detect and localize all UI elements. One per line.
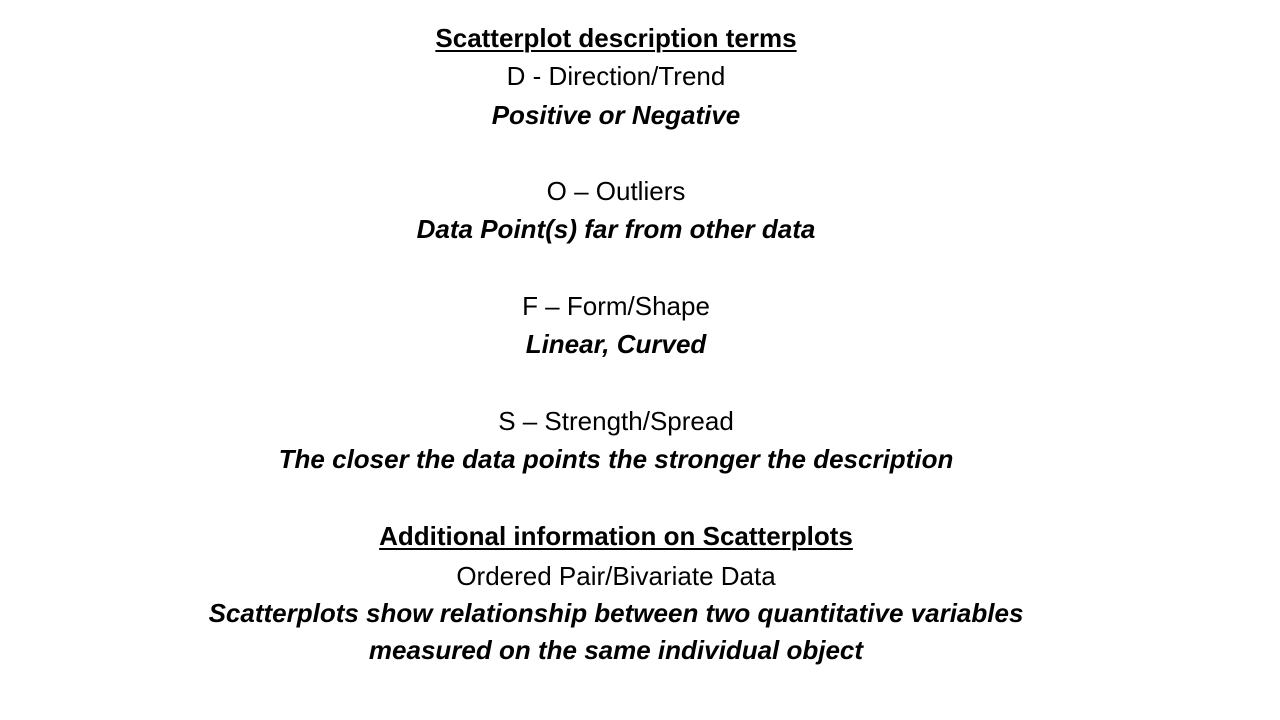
term-outliers-description: Data Point(s) far from other data <box>416 214 816 244</box>
additional-subheading: Ordered Pair/Bivariate Data <box>456 561 776 591</box>
term-strength-label: S – Strength/Spread <box>498 406 734 436</box>
term-form-label: F – Form/Shape <box>522 291 710 321</box>
additional-description-line2: measured on the same individual object <box>368 635 864 665</box>
term-direction-label: D - Direction/Trend <box>506 61 726 91</box>
term-outliers-label: O – Outliers <box>546 176 686 206</box>
term-strength-description: The closer the data points the stronger the description <box>278 444 954 474</box>
term-direction-description: Positive or Negative <box>491 100 741 130</box>
page-title: Scatterplot description terms <box>435 23 797 53</box>
additional-description-line1: Scatterplots show relationship between two quantitative variables <box>208 598 1024 628</box>
term-form-description: Linear, Curved <box>525 329 707 359</box>
additional-heading: Additional information on Scatterplots <box>379 521 853 551</box>
